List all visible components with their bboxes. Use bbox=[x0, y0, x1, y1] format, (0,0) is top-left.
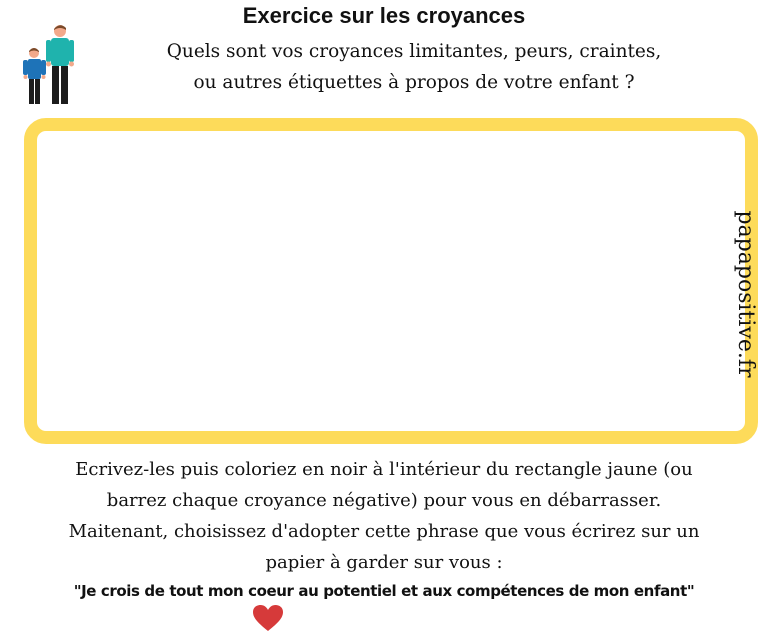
brand-watermark: papapositive.fr bbox=[733, 210, 758, 378]
heart-icon bbox=[252, 604, 284, 632]
instructions-line-4: papier à garder sur vous : bbox=[265, 552, 503, 573]
instructions-text bbox=[0, 454, 768, 578]
instructions-line-1: Ecrivez-les puis coloriez en noir à l'intérieur du rectangle jaune (ou bbox=[75, 459, 693, 480]
question-line-1: Quels sont vos croyances limitantes, peurs, craintes, bbox=[166, 41, 662, 62]
affirmation-quote: "Je crois de tout mon coeur au potentiel et aux compétences de mon enfant" bbox=[73, 582, 695, 600]
question-line-2: ou autres étiquettes à propos de votre enfant ? bbox=[193, 72, 635, 93]
instructions-line-3: Maitenant, choisissez d'adopter cette phrase que vous écrirez sur un bbox=[68, 521, 700, 542]
yellow-writing-frame bbox=[24, 118, 758, 444]
child-figure bbox=[23, 48, 46, 104]
page-title: Exercice sur les croyances bbox=[242, 3, 526, 28]
question-text bbox=[60, 36, 768, 98]
instructions-line-2: barrez chaque croyance négative) pour vous en débarrasser. bbox=[106, 490, 662, 511]
